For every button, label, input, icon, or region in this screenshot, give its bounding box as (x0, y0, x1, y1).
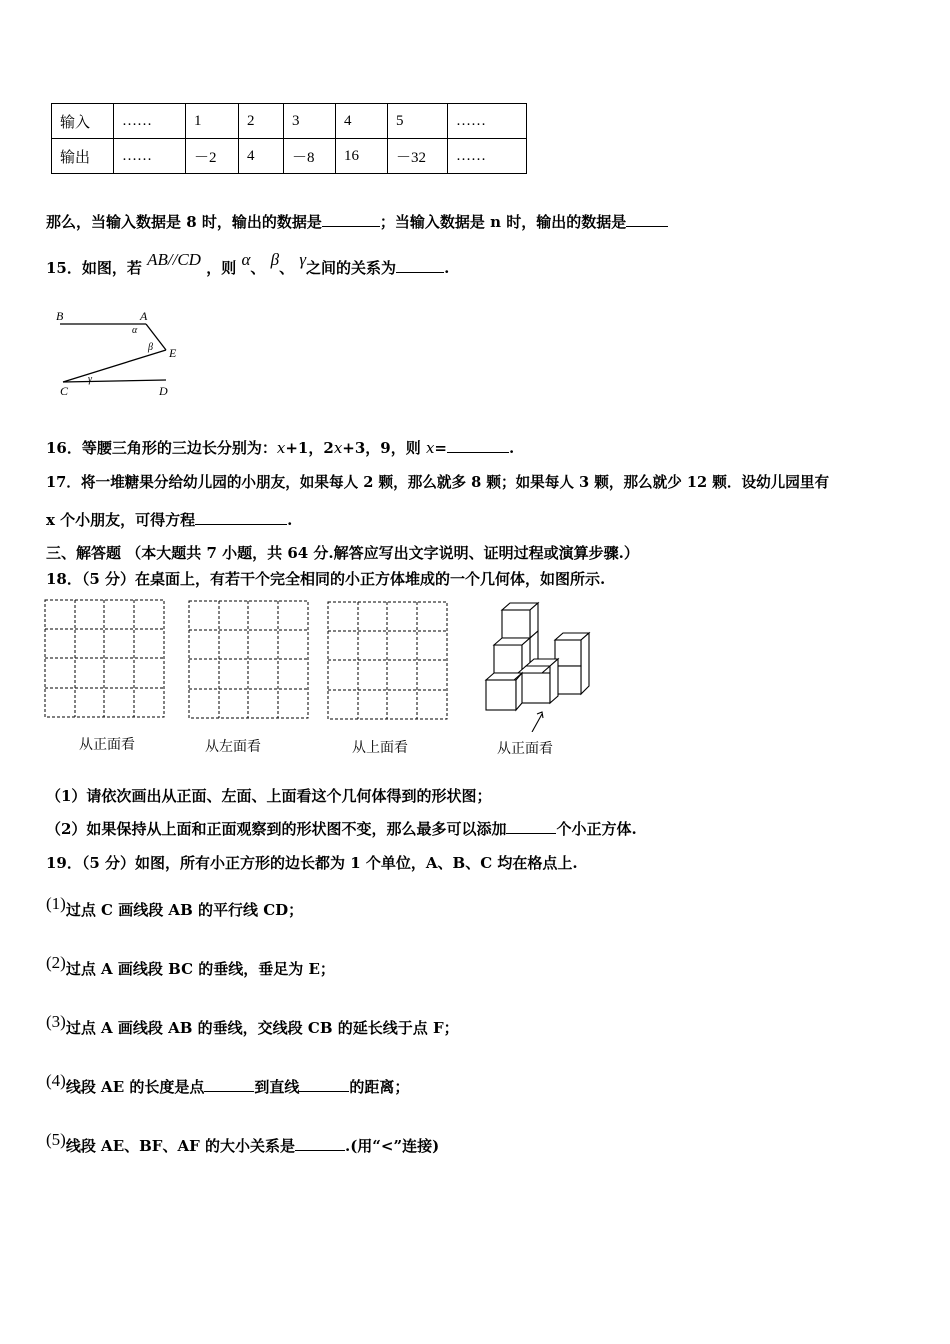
label-d: D (159, 384, 168, 398)
label-c: C (60, 384, 69, 398)
answer-blank[interactable] (322, 212, 380, 227)
caption-front-arrow: 从正面看 (497, 741, 553, 757)
table-cell: 3 (284, 104, 336, 139)
table-cell: …… (114, 104, 186, 139)
caption-front: 从正面看 (79, 737, 135, 753)
table-cell: 2 (239, 104, 284, 139)
answer-blank[interactable] (195, 510, 287, 525)
label-e: E (169, 346, 177, 360)
answer-blank[interactable] (447, 438, 509, 453)
label-b: B (56, 309, 64, 323)
q19-item-5: (5)线段 AE、BF、AF 的大小关系是 .(用“<”连接) (46, 1130, 440, 1155)
q14-text: 那么，当输入数据是 8 时，输出的数据是 ；当输入数据是 n 时，输出的数据是 (46, 212, 668, 232)
label-alpha: α (132, 325, 138, 336)
drawing-grid-top[interactable] (327, 601, 449, 721)
cube-stack-figure (480, 600, 595, 732)
table-cell: 5 (388, 104, 448, 139)
q19-item-1: (1)过点 C 画线段 AB 的平行线 CD； (46, 894, 304, 919)
answer-blank[interactable] (299, 1077, 349, 1092)
answer-blank[interactable] (396, 258, 444, 273)
q19-item-2: (2)过点 A 画线段 BC 的垂线，垂足为 E； (46, 953, 335, 978)
parallel-lines-figure (48, 306, 198, 402)
q18-text: 18．（5 分）在桌面上，有若干个完全相同的小正方体堆成的一个几何体，如图所示. (46, 570, 606, 588)
table-cell: 4 (239, 139, 284, 174)
table-cell: －2 (186, 139, 239, 174)
table-cell: …… (448, 139, 527, 174)
label-a: A (140, 309, 148, 323)
table-cell: …… (114, 139, 186, 174)
table-cell: 16 (336, 139, 388, 174)
table-cell: 输入 (52, 104, 114, 139)
q19-item-3: (3)过点 A 画线段 AB 的垂线，交线段 CB 的延长线于点 F； (46, 1012, 459, 1037)
label-beta: β (148, 342, 153, 353)
drawing-grid-left[interactable] (188, 600, 310, 720)
table-cell: 1 (186, 104, 239, 139)
caption-top: 从上面看 (352, 740, 408, 756)
io-table (51, 103, 527, 174)
caption-left: 从左面看 (205, 739, 261, 755)
table-cell: 输出 (52, 139, 114, 174)
answer-blank[interactable] (506, 819, 556, 834)
answer-blank[interactable] (626, 212, 668, 227)
table-row (52, 104, 527, 139)
table-cell: 4 (336, 104, 388, 139)
q19-text: 19．（5 分）如图，所有小正方形的边长都为 1 个单位，A、B、C 均在格点上. (46, 854, 578, 872)
q17-line1: 17．将一堆糖果分给幼儿园的小朋友，如果每人 2 颗，那么就多 8 颗；如果每人 3 颗，那么就少 12 颗．设幼儿园里有 (46, 474, 830, 491)
q19-item-4: (4)线段 AE 的长度是点 到直线 的距离； (46, 1071, 410, 1096)
table-cell: …… (448, 104, 527, 139)
section-heading: 三、解答题 （本大题共 7 小题，共 64 分.解答应写出文字说明、证明过程或演算步骤.） (46, 544, 639, 562)
answer-blank[interactable] (204, 1077, 254, 1092)
q17-line2: x 个小朋友，可得方程 . (46, 511, 293, 529)
table-cell: －32 (388, 139, 448, 174)
q18-part2: （2）如果保持从上面和正面观察到的形状图不变，那么最多可以添加 个小正方体. (46, 820, 637, 838)
q16-text: 16．等腰三角形的三边长分别为：x+1，2x+3，9，则 x= . (46, 439, 515, 457)
q15-text: 15．如图，若 AB//CD ，则 α、 β、 γ之间的关系为 . (46, 250, 450, 277)
label-gamma: γ (88, 374, 92, 385)
table-row (52, 139, 527, 174)
answer-blank[interactable] (295, 1136, 345, 1151)
drawing-grid-front[interactable] (44, 599, 166, 719)
q18-part1: （1）请依次画出从正面、左面、上面看这个几何体得到的形状图； (46, 787, 492, 805)
table-cell: －8 (284, 139, 336, 174)
